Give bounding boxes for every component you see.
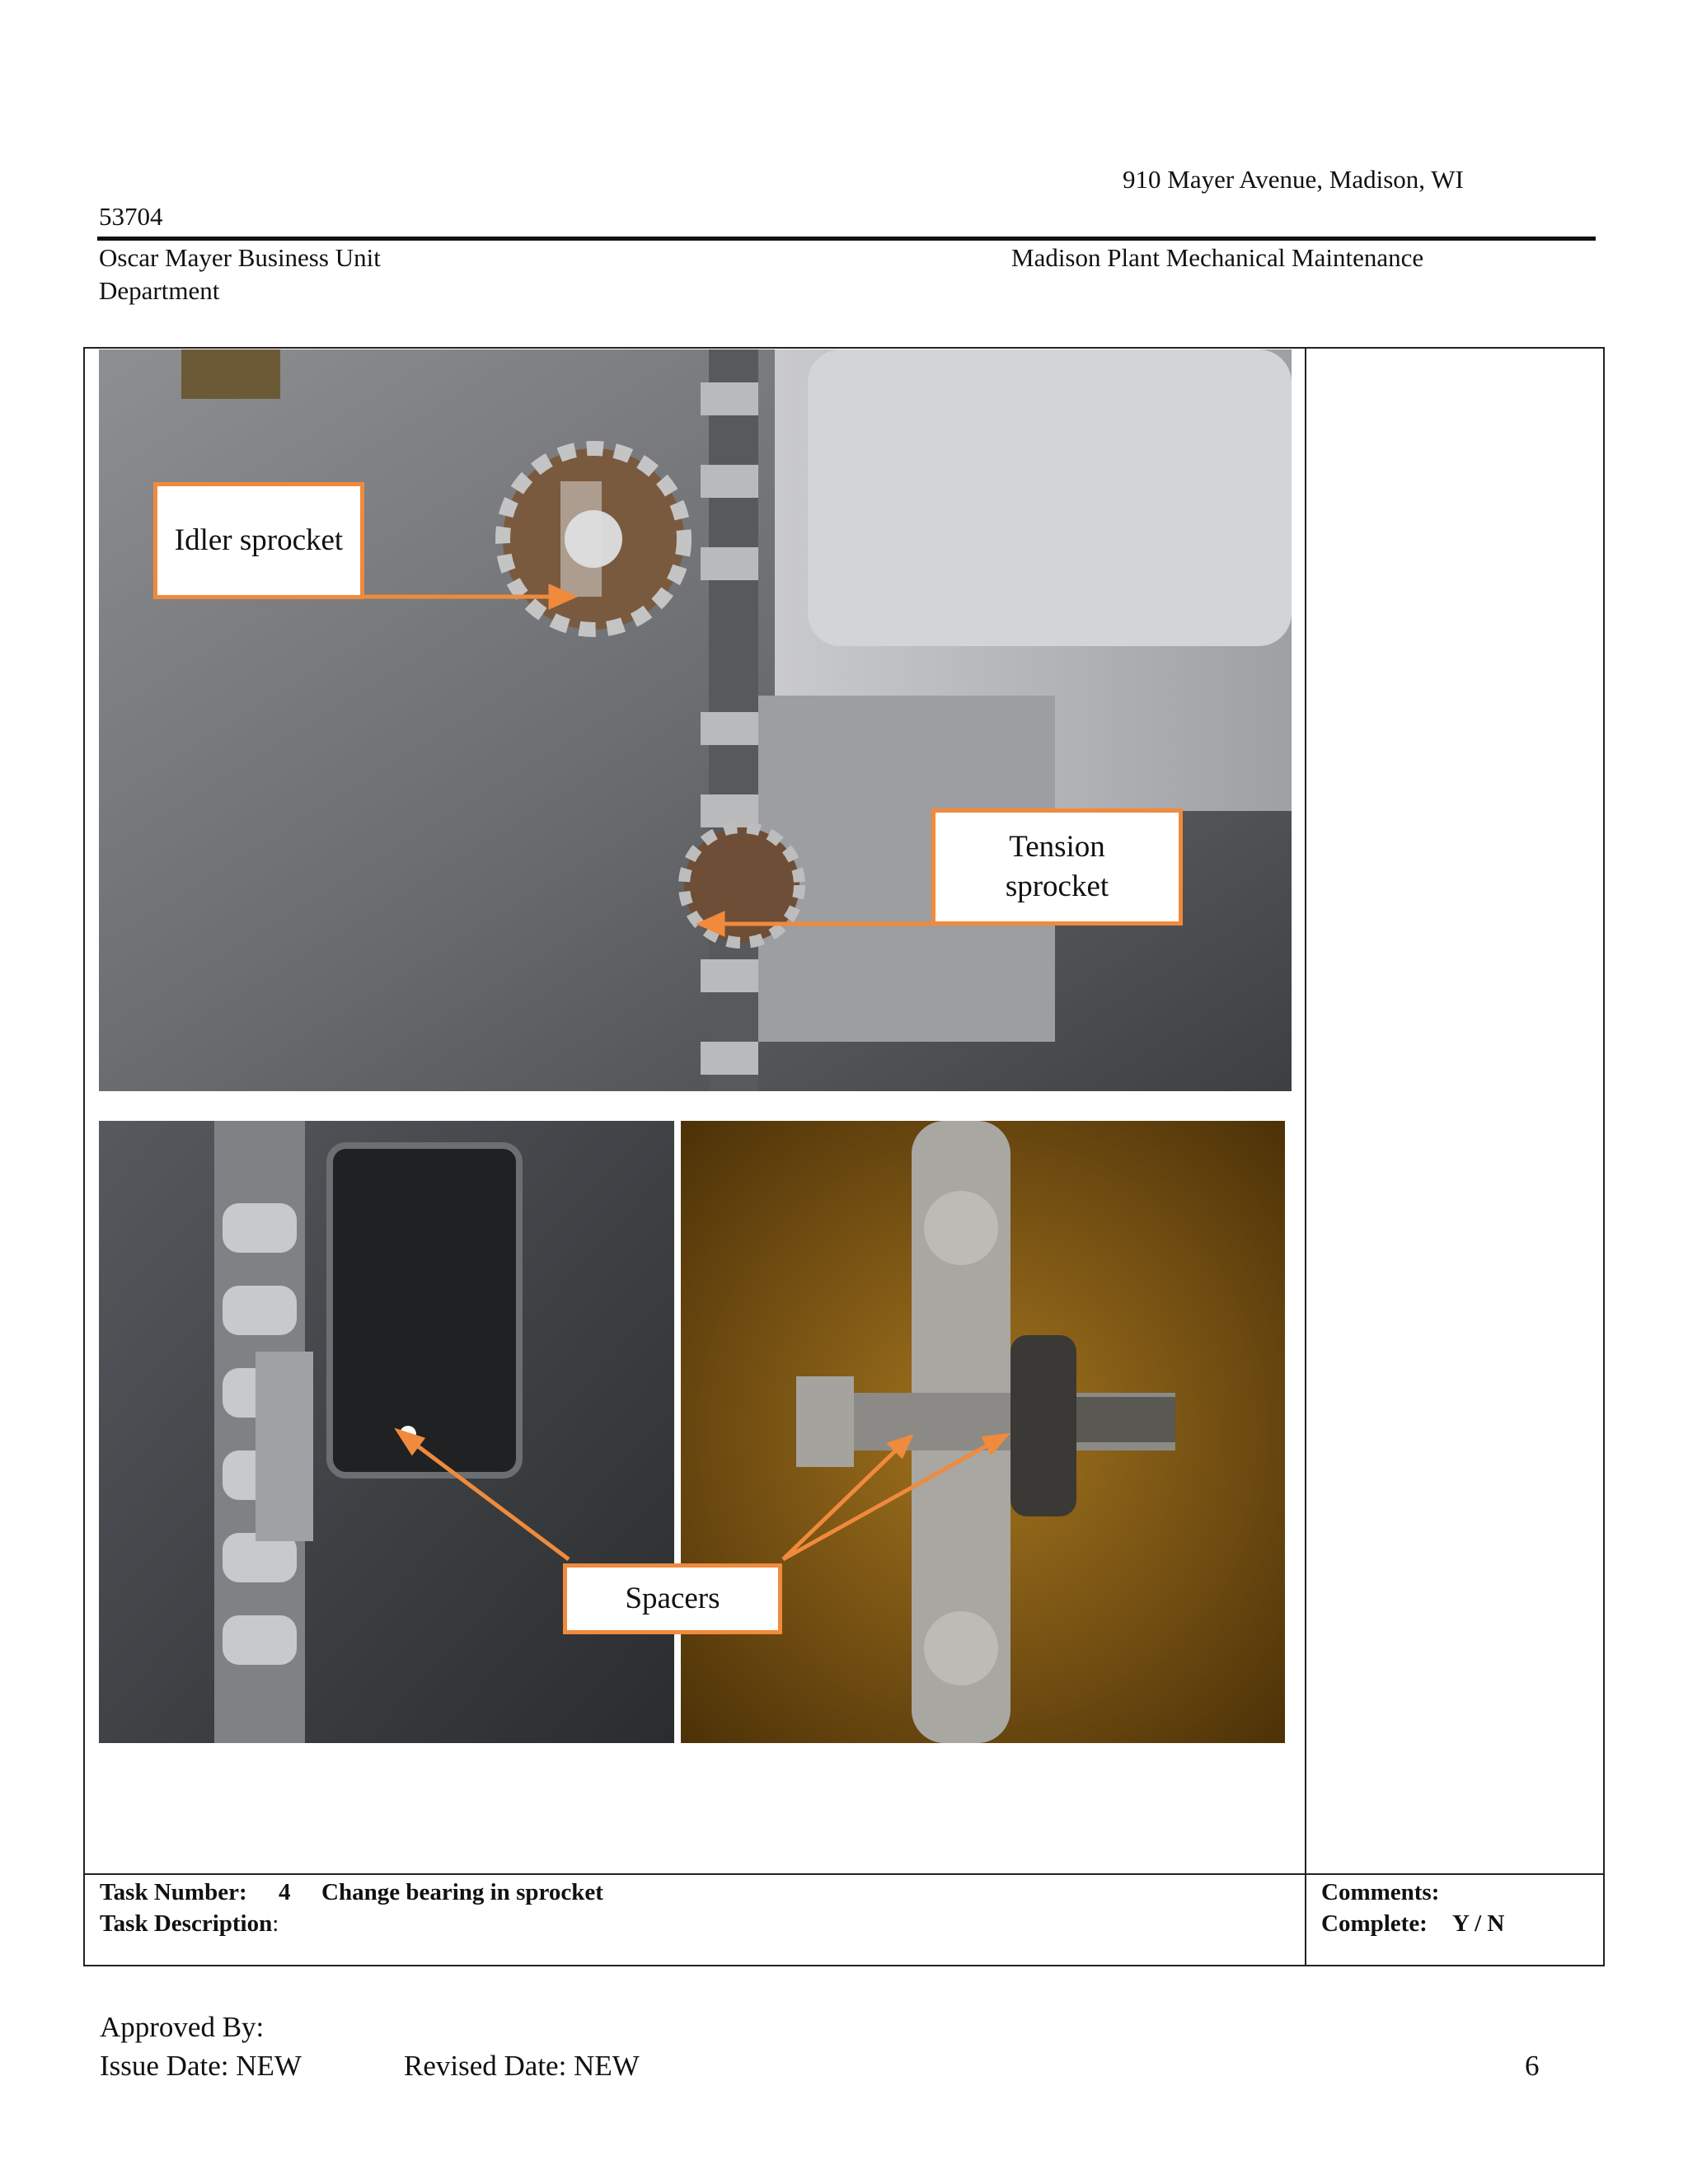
complete-label: Complete: <box>1321 1910 1428 1937</box>
header-department-left: Department <box>99 276 220 305</box>
page-number: 6 <box>1525 2050 1540 2082</box>
header-business-unit: Oscar Mayer Business Unit <box>99 243 381 272</box>
spacers-callout: Spacers <box>563 1563 782 1634</box>
task-number-label: Task Number: <box>100 1879 247 1905</box>
issue-date: Issue Date: NEW <box>100 2050 302 2082</box>
task-description-text: Task Description <box>100 1910 273 1937</box>
revised-date: Revised Date: NEW <box>404 2050 640 2082</box>
header-zip: 53704 <box>99 202 163 231</box>
approved-by: Approved By: <box>100 2011 265 2043</box>
task-title: Change bearing in sprocket <box>321 1879 603 1905</box>
complete-value[interactable]: Y / N <box>1452 1910 1505 1937</box>
task-number-value: 4 <box>279 1879 291 1905</box>
idler-sprocket-callout: Idler sprocket <box>153 482 364 599</box>
tension-sprocket-callout: Tension sprocket <box>931 808 1183 926</box>
comments-label: Comments: <box>1321 1879 1440 1905</box>
header-department-right: Madison Plant Mechanical Maintenance <box>1011 243 1424 272</box>
header-address: 910 Mayer Avenue, Madison, WI <box>1123 165 1464 194</box>
task-description-label <box>100 1910 279 1938</box>
task-description-colon: : <box>272 1910 279 1937</box>
